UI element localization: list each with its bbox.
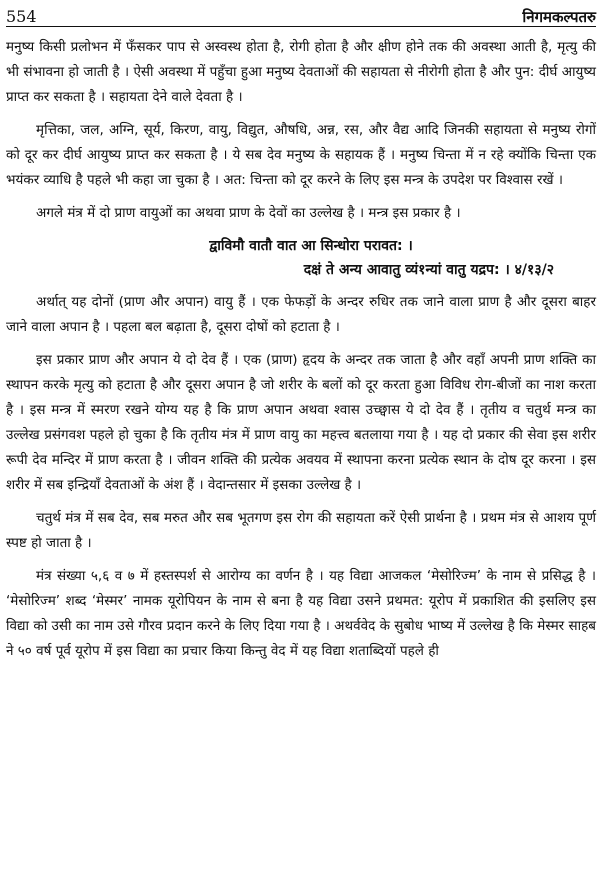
running-title: निगमकल्पतरु [522,8,596,26]
page-number: 554 [6,7,37,26]
paragraph: चतुर्थ मंत्र में सब देव, सब मरुत और सब भूतगण इस रोग की सहायता करें ऐसी प्रार्थना है । प्रथम मंत्र से आशय पूर्ण स्पष्ट हो जाता है । [6,510,596,551]
paragraph: अर्थात् यह दोनों (प्राण और अपान) वायु हैं । एक फेफड़ों के अन्दर रुधिर तक जाने वाला प्राण है और दूसरा बाहर जाने वाला अपान है । पहला बल बढ़ाता है, दूसरा दोषों को हटाता है । [6,294,596,335]
body-text [6,35,596,664]
verse-line: दक्षं ते अन्य आवातु व्यं१न्यां वातु यद्रप: । ४/१३/२ [303,262,554,278]
mantra-verse [6,234,596,282]
paragraph: मृत्तिका, जल, अग्नि, सूर्य, किरण, वायु, विद्युत, औषधि, अन्न, रस, और वैद्य आदि जिनकी सहायता से मनुष्य रोगों को दूर कर दीर्घ आयुष्य प्राप्त कर सकता है । ये सब देव मनुष्य के सहायक हैं । मनुष्य चिन्ता में न रहे क्योंकि चिन्ता एक भयंकर व्याधि है पहले भी कहा जा चुका है । अत: चिन्ता को दूर करने के लिए इस मन्त्र के उपदेश पर विश्वास रखें । [6,122,596,188]
running-header [6,4,596,27]
verse-line: द्वाविमौ वातौ वात आ सिन्धोरा परावत: । [209,238,413,254]
paragraph: मंत्र संख्या ५,६ व ७ में हस्तस्पर्श से आरोग्य का वर्णन है । यह विद्या आजकल ‘मेसोरिज्म’ के नाम से प्रसिद्ध है । ‘मेसोरिज्म’ शब्द ‘मेस्मर’ नामक यूरोपियन के नाम से बना है यह विद्या उसने प्रथमत: यूरोप में प्रकाशित की इसलिए इस विद्या को उसी का नाम उसे गौरव प्रदान करने के लिए दिया गया है । अथर्ववेद के सुबोध भाष्य में उल्लेख है कि मेस्मर साहब ने ५० वर्ष पूर्व यूरोप में इस विद्या का प्रचार किया किन्तु वेद में यह विद्या शताब्दियों पहले ही [6,568,596,659]
paragraph: मनुष्य किसी प्रलोभन में फँसकर पाप से अस्वस्थ होता है, रोगी होता है और क्षीण होने तक की अवस्था आती है, मृत्यु की भी संभावना हो जाती है । ऐसी अवस्था में पहुँचा हुआ मनुष्य देवताओं की सहायता से नीरोगी होता है और पुन: दीर्घ आयुष्य प्राप्त कर सकता है । सहायता देने वाले देवता है । [6,39,596,105]
paragraph: अगले मंत्र में दो प्राण वायुओं का अथवा प्राण के देवों का उल्लेख है । मन्त्र इस प्रकार है । [36,205,461,221]
paragraph: इस प्रकार प्राण और अपान ये दो देव हैं । एक (प्राण) हृदय के अन्दर तक जाता है और वहाँ अपनी प्राण शक्ति का स्थापन करके मृत्यु को हटाता है और दूसरा अपान है जो शरीर के बलों को दूर करता हुआ विविध रोग-बीजों का नाश करता है । इस मन्त्र में स्मरण रखने योग्य यह है कि प्राण अपान अथवा श्वास उच्छ्वास ये दो देव हैं । तृतीय व चतुर्थ मन्त्र का उल्लेख प्रसंगवश पहले हो चुका है कि तृतीय मंत्र में प्राण वायु का महत्त्व बतलाया गया है । यह दो प्रकार की सेवा इस शरीर रूपी देव मन्दिर में प्राण करता है । जीवन शक्ति की प्रत्येक अवयव में स्थापना करना प्रत्येक स्थान के दोष दूर करना । इस शरीर में सब इन्द्रियाँ देवताओं के अंश हैं । वेदान्तसार में इसका उल्लेख है । [6,352,596,493]
